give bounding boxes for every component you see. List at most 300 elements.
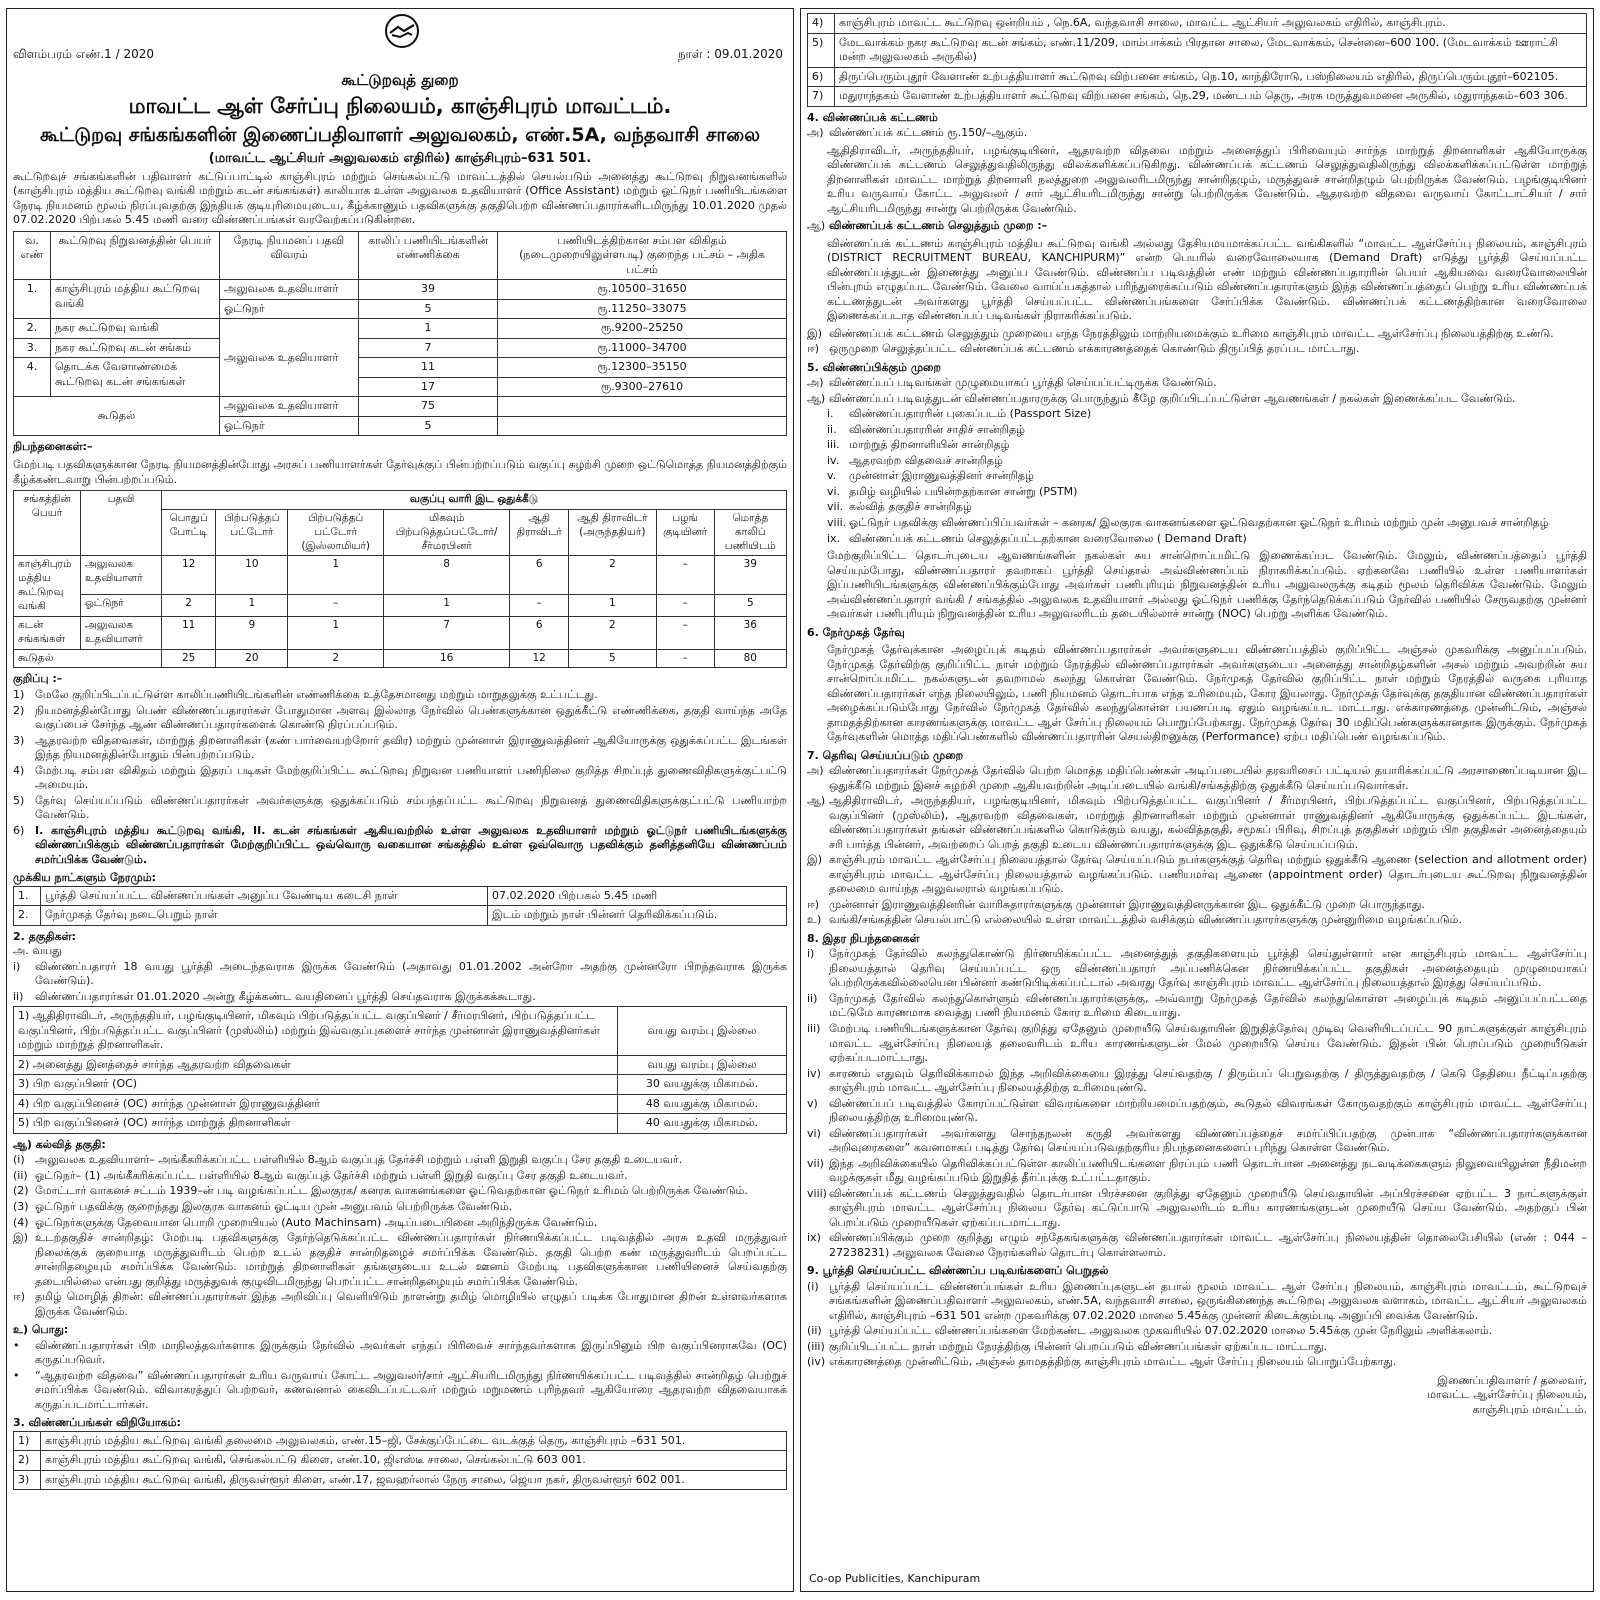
vacancy-header: வ. எண் <box>14 231 51 280</box>
item-text: காரணம் எதுவும் தெரிவிக்காமல் இந்த அறிவிக்கையை இரத்து செய்வதற்கு / திரும்பப் பெறுவதற்கு / திருத்துவதற்கு / கெடு தேதியை நீட்டிப்பதற்கு காஞ்சிபுரம் மாவட்ட ஆள்சேர்ப்பு நிலையத்திற்கு உரிமையுண்டு. <box>829 1066 1587 1095</box>
interview-title: 6. நேர்முகத் தேர்வு <box>807 625 905 639</box>
row-number: 3. <box>14 338 51 358</box>
list-item <box>807 219 1587 234</box>
department-title: கூட்டுறவுத் துறை <box>341 71 459 89</box>
item-number: 6) <box>808 67 835 87</box>
education-title: ஆ) கல்வித் தகுதி: <box>13 1137 106 1151</box>
office-subtitle: கூட்டுறவு சங்கங்களின் இணைப்பதிவாளர் அலுவலகம், எண்.5A, வந்தவாசி சாலை <box>39 123 761 146</box>
item-number: i. <box>827 407 834 421</box>
pay-scale: ரூ.11250–33075 <box>498 299 787 319</box>
vacancy-count: 17 <box>359 377 498 397</box>
item-text: விண்ணப்பதாரர் 18 வயது பூர்த்தி அடைந்தவராக இருக்க வேண்டும் (அதாவது 01.01.2002 அன்றோ அதற்கு முன்னரோ பிறந்தவராக இருக்க வேண்டும்). <box>35 959 787 988</box>
cell-value: – <box>656 594 714 616</box>
item-number: ii) <box>13 989 24 1003</box>
office-address: (மாவட்ட ஆட்சியர் அலுவலகம் எதிரில்) காஞ்சிபுரம்–631 501. <box>208 150 592 166</box>
cell-value: 10 <box>216 556 288 594</box>
item-text: காஞ்சிபுரம் மாவட்ட ஆள்சேர்ப்பு நிலையத்தால் தேர்வு செய்யப்படும் நபர்களுக்குத் தெரிவு மற்றும் ஒதுக்கீடு ஆணை (selection and allotment order) காஞ்சிபுரம் மாவட்ட ஆள்சேர்ப்பு நிலையத்தால் வழங்கப்படும். பணியமர்வு ஆணை (appointment order) தொடர்புடைய கூட்டுறவு நிறுவனத்தின் தலைமை வாய்ந்த அலுவலரால் வழங்கப்படும். <box>829 853 1587 896</box>
list-item <box>807 392 1587 407</box>
item-number: அ) <box>807 126 824 140</box>
fee-payment-text: விண்ணப்பக் கட்டணம் காஞ்சிபுரம் மத்திய கூட்டுறவு வங்கி அல்லது தேசியமயமாக்கப்பட்ட வங்கிகளில் “மாவட்ட ஆள்சேர்ப்பு நிலையம், காஞ்சிபுரம் (DISTRICT RECRUITMENT BUREAU, KANCHIPURM)” என்ற பெயரில் வரைவோலையாக (Demand Draft) எடுத்து பூர்த்தி செய்யப்பட்ட விண்ணப்பத்துடன் இணைத்து அனுப்ப வேண்டும். விண்ணப்ப படிவத்தின் எண் மற்றும் விண்ணப்பதாரரின் பெயர் ஆகியவை வரைவோலையின் பின்புறம் எழுதப்பட வேண்டும். வேலை வாய்ப்பகத்தால் பரிந்துரைக்கப்படும் விண்ணப்பதாரர்களும் இந்த விண்ணப்பத்தைப் பெற்று உரிய விண்ணப்பக் கட்டணத்துடன் அவர்களது பூர்த்தி செய்யப்பட்ட விண்ணப்பங்களை சேர்ப்பிக்க வேண்டும். விண்ணப்பக் கட்டணத்திற்கான வரைவோலை இணைக்கப்படாத விண்ணப்பப் படிவங்கள் நிராகரிக்கப்படும். <box>827 236 1587 323</box>
table-row <box>14 1055 787 1075</box>
conditions-title: நிபந்தனைகள்:– <box>13 440 93 454</box>
cell-value: – <box>656 556 714 594</box>
list-item <box>827 485 1587 500</box>
table-row <box>14 1075 787 1095</box>
item-text: உடற்தகுதிச் சான்றிதழ்: மேற்படி பதவிகளுக்கு தேர்ந்தெடுக்கப்பட்ட விண்ணப்பதாரர்கள் நிர்ணயிக்கப்பட்ட படிவத்தில் அரசு உதவி மருத்துவர் நிலைக்குக் குறையாத மருத்துவரிடம் பெற்ற உடல் தகுதிச் சான்றிதழைச் சமர்ப்பிக்க வேண்டும். தகுதி பெற்ற கண் மருத்துவரிடம் பெறப்பட்ட சான்றிதழையும் சமர்ப்பிக்க வேண்டும். மாற்றுத் திறனாளிகள் தங்களுடைய உடல் ஊனம் மேற்படி பதவிகளுக்கான பணியினைச் செய்வதற்கு தடையில்லை என்பது குறித்து மருத்துவக் குழுவிடமிருந்து பெறப்பட்ட சான்றிதழையும் சமர்ப்பிக்க வேண்டும். <box>35 1231 787 1288</box>
list-item <box>807 947 1587 991</box>
vacancy-table <box>13 231 787 437</box>
list-item <box>13 1216 787 1231</box>
cell-value: 12 <box>162 556 216 594</box>
item-text: கல்வித் தகுதிச் சான்றிதழ் <box>849 500 972 514</box>
reservation-top-header: வகுப்பு வாரி இட ஒதுக்கீடு <box>162 491 787 510</box>
item-number: iii. <box>827 438 840 452</box>
list-item <box>13 764 787 793</box>
total-label: கூடுதல் <box>14 397 220 436</box>
item-text: I. காஞ்சிபுரம் மத்திய கூட்டுறவு வங்கி, II. கடன் சங்கங்கள் ஆகியவற்றில் உள்ள அலுவலக உதவியாளர் மற்றும் ஓட்டுநர் பணியிடங்களுக்கு விண்ணப்பிக்கும் விண்ணப்பதாரர்கள் மேற்குறிப்பிட்ட ஒவ்வொரு வகையான சங்கத்தில் உள்ள ஒவ்வொரு பதவிக்கும் தனித்தனியே விண்ணப்பம் சமர்ப்பிக்க வேண்டும். <box>35 823 787 866</box>
table-row <box>14 358 787 378</box>
item-number: ஆ) <box>807 219 826 233</box>
item-number: ix) <box>807 1231 821 1245</box>
row-number: 2. <box>14 906 41 926</box>
item-text: விண்ணப்பிக்கும் முறை குறித்து எழும் சந்தேகங்களுக்கு விண்ணப்பதாரர்கள் மாவட்ட ஆள்சேர்ப்பு நிலையத்தின் தொலைபேசியில் (எண் : 044 – 27238231) அலுவலக வேலை நேரங்களில் தொடர்பு கொள்ளலாம். <box>829 1231 1587 1259</box>
list-item <box>827 500 1587 515</box>
table-row <box>14 338 787 358</box>
list-item <box>13 1290 787 1319</box>
item-number: ஈ) <box>807 897 820 911</box>
item-number: 5) <box>808 33 835 67</box>
cell-value: 16 <box>383 649 510 668</box>
item-number: ii) <box>807 991 818 1005</box>
notes-title: குறிப்பு :– <box>13 672 63 686</box>
item-text: ஆதரவற்ற விதவைகள், மாற்றுத் திறனாளிகள் (கண் பார்வையற்றோர் தவிர) மற்றும் முன்னாள் இராணுவத்தினர் ஆகியோருக்கு ஒதுக்கப்பட்ட இடங்கள் இந்த நியமனத்தின்போதும் பின்பற்றப்படும். <box>35 733 787 762</box>
table-row <box>14 1451 787 1471</box>
item-text: மேடவாக்கம் நகர கூட்டுறவு கடன் சங்கம், எண்.11/209, மாம்பாக்கம் பிரதான சாலை, மேடவாக்கம், சென்னை–600 100. (மேடவாக்கம் ஊராட்சி மன்ற அலுவலகம் அருகில்) <box>835 33 1587 67</box>
list-item <box>807 1280 1587 1324</box>
item-text: ஓட்டுநர் பதவிக்கு விண்ணப்பிப்பவர்கள் – கனரக/ இலகுரக வாகனங்களை ஓட்டுவதற்கான ஓட்டுநர் உரிமம் மற்றும் முன் அனுபவச் சான்றிதழ் <box>849 515 1549 529</box>
item-text: முன்னாள் இராணுவத்தினர் சான்றிதழ் <box>849 469 1034 483</box>
table-row <box>14 556 787 594</box>
table-row <box>14 1114 787 1134</box>
list-item <box>13 1169 787 1184</box>
org-name: தொடக்க வேளாண்மைக் கூட்டுறவு கடன் சங்கங்கள் <box>51 358 220 397</box>
item-number: (iii) <box>807 1339 825 1353</box>
list-item <box>13 1184 787 1199</box>
apply-title: 5. விண்ணப்பிக்கும் முறை <box>807 360 941 374</box>
table-row <box>808 67 1587 87</box>
list-item <box>807 1157 1587 1186</box>
cell-value: 80 <box>714 649 786 668</box>
cell-value: 7 <box>383 616 510 649</box>
item-text: விண்ணப்பதாரரின் புகைப்படம் (Passport Size) <box>849 407 1092 421</box>
item-text: விண்ணப்பப் படிவத்தில் கோரப்பட்டுள்ள விவரங்களை மாற்றியமைப்பதற்கும், கூடுதல் விவரங்கள் கோருவதற்கும் காஞ்சிபுரம் மாவட்ட ஆள்சேர்ப்பு நிலையத்திற்கு உரிமையுண்டு. <box>829 1096 1587 1125</box>
item-number: இ) <box>807 326 822 340</box>
age-limit: 48 வயதுக்கு மிகாமல். <box>618 1094 787 1114</box>
age-limit: 30 வயதுக்கு மிகாமல். <box>618 1075 787 1095</box>
date-label: பூர்த்தி செய்யப்பட்ட விண்ணப்பங்கள் அனுப்ப வேண்டிய கடைசி நாள் <box>41 886 488 906</box>
list-item <box>807 376 1587 391</box>
item-number: 4) <box>13 763 25 777</box>
item-number: 2) <box>13 703 25 717</box>
item-text: இந்த அறிவிக்கையில் தெரிவிக்கப்பட்டுள்ள காலிப்பணியிடங்களை நிரப்பும் பணி தொடர்பான அனைத்து நடவடிக்கைகளும் நிலுவையிலுள்ள நீதிமன்ற வழக்குகள் மீது வழங்கப்படும் இறுதித் தீர்ப்புக்கு உட்பட்டதாகும். <box>829 1156 1587 1185</box>
item-text: மேற்படி சம்பள விகிதம் மற்றும் இதரப் படிகள் மேற்குறிப்பிட்ட கூட்டுறவு நிறுவன பணியாளர் பணிநிலை குறித்த சிறப்புத் துணைவிதிகளுக்குட்பட்டு அமையும். <box>35 763 787 792</box>
reservation-header: ஆதி திராவிடர் (அருந்ததியர்) <box>568 509 656 556</box>
advertisement-date: நாள் : 09.01.2020 <box>677 47 783 61</box>
org-name: கடன் சங்கங்கள் <box>14 616 81 649</box>
item-number: ஆ) <box>807 391 826 405</box>
table-row <box>14 594 787 616</box>
vacancy-count: 11 <box>359 358 498 378</box>
vacancy-count: 75 <box>359 397 498 417</box>
age-limit: 40 வயதுக்கு மிகாமல். <box>618 1114 787 1134</box>
item-number: (ii) <box>13 1168 28 1182</box>
age-category: 2) அனைத்து இனத்தைச் சார்ந்த ஆதரவற்ற விதவைகள் <box>14 1055 618 1075</box>
cell-value: 2 <box>568 556 656 594</box>
cell-value: 11 <box>162 616 216 649</box>
cell-value: 39 <box>714 556 786 594</box>
vacancy-header: நேரடி நியமனப் பதவி விவரம் <box>220 231 359 280</box>
item-text: “ஆதரவற்ற விதவை” விண்ணப்பதாரர்கள் உரிய வருவாய் கோட்ட அலுவலர்/சார் ஆட்சியரிடமிருந்து நிர்ணயிக்கப்பட்ட படிவத்தில் சான்றிதழ் பெற்றுச் சமர்ப்பிக்க வேண்டும். விவாகரத்துப் பெற்றவர், கணவனால் கைவிடப்பட்டவர் மற்றும் மறுமணம் புரிந்தவர் ஆகியோரை ஆதரவற்ற விதவையாகக் கருதப்படமாட்டார்கள். <box>35 1368 787 1411</box>
signature-line: இணைப்பதிவாளர் / தலைவர், <box>1437 1373 1587 1387</box>
signature-line: மாவட்ட ஆள்சேர்ப்பு நிலையம், <box>1427 1388 1587 1402</box>
vacancy-count: 5 <box>359 416 498 436</box>
table-row <box>808 14 1587 34</box>
item-text: தமிழ் வழியில் பயின்றதற்கான சான்று (PSTM) <box>849 484 1078 498</box>
age-limit-table <box>13 1006 787 1134</box>
pay-scale: ரூ.9200–25250 <box>498 319 787 339</box>
item-number: (i) <box>13 1153 25 1167</box>
item-number: இ) <box>13 1231 28 1245</box>
pay-scale: ரூ.12300–35150 <box>498 358 787 378</box>
item-number: 7) <box>808 87 835 107</box>
cooperative-handshake-logo-icon <box>382 13 422 49</box>
post-name: அலுவலக உதவியாளர் <box>220 319 359 397</box>
org-name: நகர கூட்டுறவு வங்கி <box>51 319 220 339</box>
list-item <box>807 1340 1587 1355</box>
item-text: பூர்த்தி செய்யப்பட்ட விண்ணப்பங்கள் உரிய இணைப்புகளுடன் தபால் மூலம் மாவட்ட ஆள் சேர்ப்பு நிலையம், காஞ்சிபுரம் மாவட்டம், கூட்டுறவுச் சங்கங்களின் இணைப்பதிவாளர் அலுவலகம், எண்.5A, வந்தவாசி சாலை, ஒருங்கிணைந்த கூட்டுறவு அலுவலக வளாகம், மாவட்ட ஆட்சியர் அலுவலகம் எதிரில், காஞ்சிபுரம் –631 501 என்ற முகவரிக்கு 07.02.2020 மாலை 5.45க்கு முன்னர் கிடைக்கும்படி அனுப்பி வைக்க வேண்டும். <box>829 1279 1587 1322</box>
right-column <box>800 8 1594 1592</box>
bullet-icon: • <box>13 1368 20 1382</box>
vacancy-header: காலிப் பணியிடங்களின் எண்ணிக்கை <box>359 231 498 280</box>
cell-value: 5 <box>714 594 786 616</box>
vacancy-count: 7 <box>359 338 498 358</box>
signature-block <box>807 1374 1587 1418</box>
row-number: 4. <box>14 358 51 397</box>
list-item <box>807 913 1587 928</box>
table-row <box>14 1431 787 1451</box>
page-title: மாவட்ட ஆள் சேர்ப்பு நிலையம், காஞ்சிபுரம் மாவட்டம். <box>128 93 672 118</box>
item-text: விண்ணப்பதாரரின் சாதிச் சான்றிதழ் <box>849 422 1025 436</box>
printer-credit: Co-op Publicities, Kanchipuram <box>809 1572 981 1586</box>
cell-value: 1 <box>288 616 383 649</box>
item-text: ஆதிதிராவிடர், அருந்ததியர், பழங்குடியினர், மிகவும் பிற்படுத்தப்பட்ட வகுப்பினர் / சீர்மரபினர், பிற்படுத்தப்பட்ட வகுப்பினர், பிற்படுத்தப்பட்ட வகுப்பினர் (முஸ்லிம்), ஆதரவற்ற விதவைகள், மாற்றுத் திறனாளிகள் மற்றும் முன்னாள் ராணுவத்தினர் ஆகியோருக்கு ஒதுக்கப்பட்ட இடங்கள், விண்ணப்பதாரர்கள் தங்கள் விண்ணப்பங்களில் கொடுக்கும் வயது, கல்வித்தகுதி, சமூகப் பிரிவு, சிறப்புத் தகுதிகள் மற்றும் பிற தகுதிகள் அனைத்தையும் சரி பார்த்த பின்னர், அவற்றைப் பெறத் தகுதி உடைய விண்ணப்பதாரர்களுக்கு இட ஒதுக்கீடு செய்யப்படும். <box>829 794 1587 851</box>
list-item <box>13 1339 787 1368</box>
reservation-header: பிற்படுத்தப் பட்டோர் <box>216 509 288 556</box>
vacancy-count: 1 <box>359 319 498 339</box>
item-text: மேற்படி பணியிடங்களுக்கான தேர்வு குறித்து ஏதேனும் முறையீடு செய்வதாயின் இறுதித்தேர்வு முடிவு வெளியிடப்பட்ட 90 நாட்களுக்குள் காஞ்சிபுரம் மாவட்ட ஆள்சேர்ப்பு நிலையத் தலைவரிடம் உரிய காரணங்களுடன் மேல் முறையீடு செய்ய வேண்டும். இதன் பின் பெறப்படும் முறையீடுகள் ஏற்கப்படமாட்டாது. <box>829 1022 1587 1065</box>
item-text: அலுவலக உதவியாளர்– அங்கீகரிக்கப்பட்ட பள்ளியில் 8ஆம் வகுப்புத் தேர்ச்சி மற்றும் பள்ளி இறுதி வகுப்பு சேர தகுதி உடையவர். <box>35 1153 683 1167</box>
post-name: ஓட்டுநர் <box>81 594 162 616</box>
advertisement-number: விளம்பரம் எண்.1 / 2020 <box>13 47 155 61</box>
distribution-table-right <box>807 13 1587 107</box>
left-column <box>6 8 794 1592</box>
org-name: காஞ்சிபுரம் மத்திய கூட்டுறவு வங்கி <box>14 556 81 616</box>
fee-title: 4. விண்ணப்பக் கட்டணம் <box>807 110 938 124</box>
item-text: ஓட்டுநர்களுக்கு தேவையான பொறி முறையியல் (Auto Machinsam) அடிப்படையினை அறிந்திருக்க வேண்டும். <box>35 1215 598 1229</box>
item-text: மதுராந்தகம் வேளாண் உற்பத்தியாளர் கூட்டுறவு விற்பனை சங்கம், நெ.29, மண்டபம் தெரு, அரசு மருத்துவமனை அருகில், மதுராந்தகம்–603 306. <box>835 87 1587 107</box>
item-number: (2) <box>13 1184 29 1198</box>
item-text: காஞ்சிபுரம் மத்திய கூட்டுறவு வங்கி தலைமை அலுவலகம், எண்.15–ஜி, சேக்குப்பேட்டை வடக்குத் தெரு, காஞ்சிபுரம் –631 501. <box>41 1431 787 1451</box>
list-item <box>13 688 787 703</box>
item-text: வங்கி/சங்கத்தின் செயல்பாட்டு எல்லையில் உள்ள மாவட்டத்தில் வசிக்கும் விண்ணப்பதாரர்களுக்கு முன்னுரிமை வழங்கப்படும். <box>829 913 1462 927</box>
table-row <box>14 886 787 906</box>
item-number: உ) <box>807 913 822 927</box>
item-text: நியமனத்தின்போது பெண் விண்ணப்பதாரர்கள் போதுமான அளவு இல்லாத நேர்வில் பெண்களுக்கான ஒதுக்கீட்டு எண்ணிக்கை, தகுதி வாய்ந்த அதே வகுப்பைச் சேர்ந்த ஆண் விண்ணப்பதாரர்களைக் கொண்டு நிரப்பப்படும். <box>35 703 787 732</box>
item-number: viii) <box>807 1186 827 1200</box>
list-item <box>827 423 1587 438</box>
list-item <box>827 407 1587 422</box>
table-row <box>14 649 787 668</box>
list-item <box>807 327 1587 342</box>
item-number: i) <box>807 947 815 961</box>
list-item <box>827 532 1587 547</box>
cell-value: 6 <box>510 616 569 649</box>
post-name: அலுவலக உதவியாளர் <box>81 556 162 594</box>
age-category: 5) பிற வகுப்பினைச் (OC) சார்ந்த மாற்றுத் திறனாளிகள் <box>14 1114 618 1134</box>
item-text: விண்ணப்பக் கட்டணம் செலுத்தும் முறை :– <box>829 219 1048 233</box>
item-number: (ii) <box>807 1324 822 1338</box>
cell-value: 2 <box>568 616 656 649</box>
item-text: மோட்டார் வாகனச் சட்டம் 1939–ன் படி வழங்கப்பட்ட இலகுரக/ கனரக வாகனங்களை ஓட்டுவதற்கான ஓட்டுநர் உரிமம் பெற்றிருக்க வேண்டும். <box>35 1184 748 1198</box>
item-text: விண்ணப்பக் கட்டணம் செலுத்துவதில் தொடர்பான பிரச்சனை குறித்து ஏதேனும் முறையீடு செய்வதாயின் அப்பிரச்சனை ஏற்பட்ட 3 நாட்களுக்குள் காஞ்சிபுரம் மாவட்ட ஆள்சேர்ப்பு நிலைய தேர்வு கட்டுப்பாடு அலுவலரிடம் உரிய காரணங்களுடன் முறையீடு செய்ய வேண்டும். அதற்குப் பின் பெறப்படும் முறையீடுகள் ஏற்கப்படமாட்டாது. <box>829 1186 1587 1229</box>
item-number: iii) <box>807 1022 821 1035</box>
item-text: மேலே குறிப்பிடப்பட்டுள்ள காலிப்பணியிடங்களின் எண்ணிக்கை உத்தேசமானது மற்றும் மாறுதலுக்கு உட்பட்டது. <box>35 688 598 701</box>
cell-value: 2 <box>288 649 383 668</box>
list-item <box>807 1127 1587 1156</box>
other-conditions-title: 8. இதர நிபந்தனைகள் <box>807 931 920 945</box>
table-row <box>14 906 787 926</box>
item-text: விண்ணப்பதாரர்கள் அவர்களது சொந்தநலன் கருதி அவர்களது விண்ணப்பத்தைச் சமர்ப்பிப்பதற்கு முன்பாக “விண்ணப்பதாரர்களுக்கான அறிவுரைகளை” கவனமாகப் படித்து தேர்வு செய்யப்படுவதற்குரிய நிபந்தனைகளைப் புரிந்து கொள்ள வேண்டும். <box>829 1126 1587 1155</box>
conditions-text: மேற்படி பதவிகளுக்கான நேரடி நியமனத்தின்போது அரசுப் பணியாளர்கள் தேர்வுக்குப் பின்பற்றப்படும் வகுப்பு சுழற்சி முறை ஒட்டுமொத்த நியமனத்திற்கும் கீழ்க்கண்டவாறு பின்பற்றப்படும். <box>13 458 787 486</box>
org-name: காஞ்சிபுரம் மத்திய கூட்டுறவு வங்கி <box>51 280 220 319</box>
item-number: (4) <box>13 1215 29 1229</box>
distribution-title: 3. விண்ணப்பங்கள் விநியோகம்: <box>13 1416 181 1430</box>
vacancy-count: 39 <box>359 280 498 300</box>
item-text: விண்ணப்பதாரர்கள் பிற மாநிலத்தவர்களாக இருக்கும் நேர்வில் அவர்கள் எந்தப் பிரிவைச் சார்ந்தவர்களாக இருப்பினும் பிற வகுப்பினராகவே (OC) கருதப்படுவர். <box>35 1338 787 1367</box>
item-number: vi) <box>807 1126 821 1140</box>
important-dates-title: முக்கிய நாட்களும் நேரமும்: <box>13 871 157 885</box>
reservation-header: பழங் குடியினர் <box>656 509 714 556</box>
item-text: ஆதரவற்ற விதவைச் சான்றிதழ் <box>849 453 1003 467</box>
list-item <box>827 469 1587 484</box>
item-number: 6) <box>13 823 25 837</box>
item-text: ஓட்டுநர் பதவிக்கு குறைந்தது இலகுரக வாகனம் ஓட்டிய முன் அனுபவம் பெற்றிருக்க வேண்டும். <box>35 1199 513 1213</box>
item-text: குறிப்பிடப்பட்ட நாள் மற்றும் நேரத்திற்கு பின்னர் பெறப்படும் விண்ணப்பங்கள் ஏற்கப்பட மாட்டாது. <box>829 1339 1328 1353</box>
date-value: இடம் மற்றும் நாள் பின்னர் தெரிவிக்கப்படும். <box>488 906 787 926</box>
interview-text: நேர்முகத் தேர்வுக்கான அழைப்புக் கடிதம் விண்ணப்பதாரர்கள் அவர்களுடைய விண்ணப்பத்தில் குறிப்பிட்ட அஞ்சல் முகவரிக்கு அனுப்பப்படும். நேர்முகத் தேர்விற்கு குறிப்பிட்ட நாள் மற்றும் நேரத்தில் விண்ணப்பதாரர்கள் அவர்களுடைய அனைத்து சான்றிதழ்களின் அசல் மற்றும் அவற்றின் சுய சான்றொப்பமிட்ட நகல்களுடன் தவறாமல் கலந்து கொள்ள வேண்டும். நேர்முகத் தேர்வில் குறிப்பிட்ட நாள் மற்றும் நேரத்தில் வருகை புரியாத விண்ணப்பதாரர்கள் எந்த நிலையிலும், பணி நியமனம் தொடர்பாக எந்த உரிமையும், கோர இயலாது. நேர்முகத் தேர்வுக்கு தகுதியான விண்ணப்பதாரர்கள் அழைக்கப்படும்போது நேர்வில் நேர்முகத் தேர்வில் கலந்துகொள்ள பயணப்படி ஏதும் வழங்கப்பட மாட்டாது. எக்காரணத்தை முன்னிட்டும், அஞ்சல் தாமதத்திற்கான காரணங்களுக்கு மாவட்ட ஆள் சேர்ப்பு நிலையம் பொறுப்பேற்காது. நேர்முகத் தேர்வு 30 மதிப்பெண்களுக்கானதாக இருக்கும். நேர்முகத் தேர்வுகளின் மொத்த மதிப்பெண்களில் விண்ணப்பதாரரின் செயல்திறனுக்கு (Performance) ஏற்ப மதிப்பெண் வழங்கப்படும். <box>827 643 1587 744</box>
age-limit: வயது வரம்பு இல்லை <box>618 1007 787 1056</box>
age-title: அ. வயது <box>13 944 62 958</box>
cell-value: 6 <box>510 556 569 594</box>
list-item <box>13 960 787 989</box>
item-number: இ) <box>807 853 822 867</box>
cell-value: 5 <box>568 649 656 668</box>
item-number: vii) <box>807 1156 824 1170</box>
list-item <box>13 1231 787 1289</box>
item-number: ii. <box>827 422 837 436</box>
total-label: கூடுதல் <box>14 649 162 668</box>
list-item <box>807 126 1587 141</box>
item-number: 3) <box>14 1470 41 1490</box>
reservation-header: மொத்த காலிப் பணியிடம் <box>714 509 786 556</box>
org-name: நகர கூட்டுறவு கடன் சங்கம் <box>51 338 220 358</box>
list-item <box>13 734 787 763</box>
item-text: மாற்றுத் திறனாளியின் சான்றிதழ் <box>849 438 1010 452</box>
item-number: 1) <box>14 1431 41 1451</box>
item-number: ஆ) <box>807 794 826 808</box>
cell-value: 20 <box>216 649 288 668</box>
cell-value: 1 <box>216 594 288 616</box>
item-number: 2) <box>14 1451 41 1471</box>
documents-note: மேற்குறிப்பிட்ட தொடர்புடைய ஆவணங்களின் நகல்கள் சுய சான்றொப்பமிட்டு இணைக்கப்பட வேண்டும். மேலும், விண்ணப்பத்தைப் பூர்த்தி செய்யும்போது, விண்ணப்பதாரர் தவறாகப் பூர்த்தி செய்தால் அவ்விண்ணப்பம் நிராகரிக்கப்படும். ஏற்கனவே பணியில் உள்ள பணியாளர்கள் இப்பணியிடங்களுக்கு விண்ணப்பிக்கும்போது அவர்கள் பணிபுரியும் நிறுவனத்தின் உரிய அலுவலருக்கு கடிதம் மூலம் தெரிவிக்க வேண்டும். மேலும் அவ்விண்ணப்பதாரர் வங்கி / சங்கத்தில் அலுவலக உதவியாளர் அல்லது ஓட்டுநர் பணிக்கு தேர்ந்தெடுக்கப்படும் நேர்வில் பணியில் சேருவதற்கு முன்னர் அவர்கள் பணிபுரியும் நிறுவனத்தின் உரிய அலுவலரிடம் தடையில்லாச் சான்று (NOC) பெற்று அளிக்க வேண்டும். <box>827 549 1587 621</box>
reservation-header: ஆதி திராவிடர் <box>510 509 569 556</box>
item-text: காஞ்சிபுரம் மத்திய கூட்டுறவு வங்கி, திருவள்ளூர் கிளை, எண்.17, ஜவஹர்லால் நேரு சாலை, ஜெயா நகர், திருவள்ளூர் 602 001. <box>41 1470 787 1490</box>
item-number: ஈ) <box>13 1290 26 1304</box>
item-number: அ) <box>807 376 824 390</box>
item-number: i) <box>13 959 21 973</box>
cell-value: 1 <box>383 594 510 616</box>
cell-value: 1 <box>568 594 656 616</box>
cell-value: 36 <box>714 616 786 649</box>
cell-value: – <box>288 594 383 616</box>
item-text: விண்ணப்பதாரர்கள் 01.01.2020 அன்று கீழ்க்கண்ட வயதினைப் பூர்த்தி செய்தவராக இருக்கக்கூடாது. <box>35 989 536 1003</box>
distribution-table-left <box>13 1431 787 1491</box>
receipt-title: 9. பூர்த்தி செய்யப்பட்ட விண்ணப்ப படிவங்களைப் பெறுதல் <box>807 1264 1109 1278</box>
item-text: தமிழ் மொழித் திறன்: விண்ணப்பதாரர்கள் இந்த அறிவிப்பு வெளியிடும் நாளன்று தமிழ் மொழியில் எழுதப் படிக்க போதுமான திறன் உள்ளவர்களாக இருக்க வேண்டும். <box>35 1290 787 1318</box>
item-number: அ) <box>807 764 824 778</box>
item-text: ஒருமுறை செலுத்தப்பட்ட விண்ணப்பக் கட்டணம் எக்காரணத்தைக் கொண்டும் திருப்பித் தரப்பட மாட்டாது. <box>829 342 1360 356</box>
list-item <box>13 1153 787 1168</box>
item-text: திருப்பெரும்புதூர் வேளாண் உற்பத்தியாளர் கூட்டுறவு விற்பனை சங்கம், நெ.10, காந்திரோடு, பஸ்நிலையம் எதிரில், திருப்பெரும்புதூர்–602105. <box>835 67 1587 87</box>
table-row <box>14 280 787 300</box>
cell-value: 1 <box>288 556 383 594</box>
item-number: iv) <box>807 1066 821 1080</box>
table-row <box>14 1094 787 1114</box>
reservation-header: மிகவும் பிற்படுத்தப்பட்டோர்/ சீர்மரபினர் <box>383 509 510 556</box>
age-limit: வயது வரம்பு இல்லை <box>618 1055 787 1075</box>
table-row <box>14 319 787 339</box>
list-item <box>13 990 787 1005</box>
list-item <box>807 1355 1587 1370</box>
cell-value: – <box>656 649 714 668</box>
list-item <box>13 704 787 733</box>
table-row <box>808 87 1587 107</box>
age-category: 4) பிற வகுப்பினைச் (OC) சார்ந்த முன்னாள் இராணுவத்தினர் <box>14 1094 618 1114</box>
list-item <box>807 853 1587 897</box>
fee-exemption-text: ஆதிதிராவிடர், அருந்ததியர், பழங்குடியினர், ஆதரவற்ற விதவை மற்றும் அனைத்துப் பிரிவையும் சார்ந்த மாற்றுத் திறனாளிகள் ஆகியோருக்கு விண்ணப்பக் கட்டணம் செலுத்துவதிலிருந்து விலக்களிக்கப்படுகிறது. விண்ணப்பக் கட்டணம் செலுத்துவதிலிருந்து விலக்களிக்கப்பட்டுள்ள மாற்றுத் திறனாளிகள் மாவட்ட மாற்றுத் திறனாளி நலத்துறை அலுவலரிடமிருந்து சான்றிதழும், மருத்துவச் சான்றிதழும் பெற்றிருக்க வேண்டும். பழங்குடியினர் உரிய வருவாய் கோட்ட அலுவலர் / சார் ஆட்சியரிடமிருந்து சான்று பெற்றிருக்க வேண்டும். ஆதரவற்ற விதவை வருவாய் கோட்டாட்சியர் / சார் ஆட்சியரிடமிருந்து சான்று பெற்றிருக்க வேண்டும். <box>827 143 1587 215</box>
item-number: (3) <box>13 1199 29 1213</box>
item-text: விண்ணப்பக் கட்டணம் செலுத்தும் முறையை எந்த நேரத்திலும் மாற்றியமைக்கும் உரிமை காஞ்சிபுரம் மாவட்ட ஆள்சேர்ப்பு நிலையத்திற்கு உண்டு. <box>829 326 1554 340</box>
row-number: 1. <box>14 280 51 319</box>
item-number: iv. <box>827 453 840 467</box>
post-name: அலுவலக உதவியாளர் <box>220 397 359 417</box>
list-item <box>807 1187 1587 1231</box>
item-text: தேர்வு செய்யப்படும் விண்ணப்பதாரர்கள் அவர்களுக்கு ஒதுக்கப்படும் சம்பந்தப்பட்ட கூட்டுறவு நிறுவனத் துணைவிதிகளுக்குட்பட்டு பணியாற்ற வேண்டும். <box>35 793 787 822</box>
cell-value: 9 <box>216 616 288 649</box>
reservation-table <box>13 490 787 668</box>
item-text: ஓட்டுநர்– (1) அங்கீகரிக்கப்பட்ட பள்ளியில் 8ஆம் வகுப்புத் தேர்ச்சி மற்றும் பள்ளி இறுதி வகுப்பு சேர தகுதி உடையவர். <box>35 1168 628 1182</box>
item-text: காஞ்சிபுரம் மத்திய கூட்டுறவு வங்கி, செங்கல்பட்டு கிளை, எண்.10, ஜிஎஸ்டீ சாலை, செங்கல்பட்டு 603 001. <box>41 1451 787 1471</box>
cell-value: – <box>656 616 714 649</box>
cell-value: 12 <box>510 649 569 668</box>
table-row <box>14 1007 787 1056</box>
post-name: அலுவலக உதவியாளர் <box>220 280 359 300</box>
post-name: ஓட்டுநர் <box>220 416 359 436</box>
item-text: நேர்முகத் தேர்வில் கலந்துகொள்ளும் விண்ணப்பதாரர்களுக்கு, அவ்வாறு நேர்முகத் தேர்வில் கலந்துகொள்ள அழைப்புக் கடிதம் அனுப்பப்பட்டதை மட்டுமே காரணமாக வைத்து பணி நியமனம் கோர உரிமை கிடையாது. <box>829 991 1587 1020</box>
item-number: v. <box>827 469 837 483</box>
age-category: 3) பிற வகுப்பினர் (OC) <box>14 1075 618 1095</box>
date-label: நேர்முகத் தேர்வு நடைபெறும் நாள் <box>41 906 488 926</box>
list-item <box>807 1324 1587 1339</box>
item-number: 4) <box>808 14 835 34</box>
date-value: 07.02.2020 பிற்பகல் 5.45 மணி <box>488 886 787 906</box>
item-number: 3) <box>13 733 25 747</box>
important-dates-table <box>13 886 787 926</box>
general-title: உ) பொது: <box>13 1323 69 1337</box>
list-item <box>827 438 1587 453</box>
cell-value: 25 <box>162 649 216 668</box>
list-item <box>827 516 1587 531</box>
table-row <box>808 33 1587 67</box>
table-row <box>14 1470 787 1490</box>
row-number: 2. <box>14 319 51 339</box>
item-number: ஈ) <box>807 342 820 356</box>
item-number: 1) <box>13 688 25 701</box>
cell-value: – <box>510 594 569 616</box>
pay-scale: ரூ.10500–31650 <box>498 280 787 300</box>
post-name: ஓட்டுநர் <box>220 299 359 319</box>
item-number: v) <box>807 1096 818 1110</box>
item-number: ix. <box>827 531 841 545</box>
item-text: விண்ணப்பப் படிவத்துடன் விண்ணப்பதாரருக்கு பொருந்தும் கீழே குறிப்பிடப்பட்டுள்ள ஆவணங்கள் / நகல்கள் இணைக்கப்பட வேண்டும். <box>829 391 1516 405</box>
item-text: நேர்முகத் தேர்வில் கலந்துகொண்டு நிர்ணயிக்கப்பட்ட அனைத்துத் தகுதிகளையும் பூர்த்தி செய்துள்ளார் என காஞ்சிபுரம் மாவட்ட ஆள்சேர்ப்பு நிலையத்தால் தெரிவு செய்யப்பட்ட ஒரு விண்ணப்பதாரர் அப்பணிக்கென நிர்ணயிக்கப்பட்ட தகுதிகள் அனைத்தையும் முழுமையாகப் பெற்றிருக்கவில்லையென பின்னர் கண்டுபிடிக்கப்பட்டால் அவரது தேர்வு காஞ்சிபுரம் மாவட்ட ஆள்சேர்ப்பு நிலையத்தால் இரத்து செய்யப்படும். <box>829 947 1587 990</box>
item-text: பூர்த்தி செய்யப்பட்ட விண்ணப்பங்களை மேற்கண்ட அலுவலக முகவரியில் 07.02.2020 மாலை 5.45க்கு முன் நேரிலும் அளிக்கலாம். <box>829 1324 1493 1338</box>
bullet-icon: • <box>13 1338 20 1352</box>
item-text: காஞ்சிபுரம் மாவட்ட கூட்டுறவு ஒன்றியம் , நெ.6A, வந்தவாசி சாலை, மாவட்ட ஆட்சியர் அலுவலகம் எதிரில், காஞ்சிபுரம். <box>835 14 1587 34</box>
item-text: விண்ணப்பப் படிவங்கள் முழுமையாகப் பூர்த்தி செய்யப்பட்டிருக்க வேண்டும். <box>829 376 1217 390</box>
item-number: vii. <box>827 500 844 514</box>
reservation-header: பிற்படுத்தப் பட்டோர் (இஸ்லாமியர்) <box>288 509 383 556</box>
list-item <box>807 898 1587 913</box>
list-item <box>13 794 787 823</box>
item-number: (i) <box>807 1279 819 1293</box>
item-text: விண்ணப்பதாரர்கள் நேர்முகத் தேர்வில் பெற்ற மொத்த மதிப்பெண்கள் அடிப்படையில் தரவரிசைப் பட்டியல் தயாரிக்கப்பட்டு அரசாணைப்படியான இட ஒதுக்கீடு மற்றும் இனச் சுழற்சி முறை ஆகியவற்றின் அடிப்படையில் வங்கி/சங்கத்திற்கு ஒதுக்கீடு செய்யப்படுவார்கள். <box>829 764 1587 792</box>
item-text: விண்ணப்பக் கட்டணம் ரூ.150/–ஆகும். <box>829 126 1028 140</box>
reservation-header: பொதுப் போட்டி <box>162 509 216 556</box>
item-text: விண்ணப்பக் கட்டணம் செலுத்தப்பட்டதற்கான வரைவோலை ( Demand Draft) <box>849 531 1247 545</box>
cell-value: 8 <box>383 556 510 594</box>
intro-paragraph: கூட்டுறவுச் சங்கங்களின் பதிவாளர் கட்டுப்பாட்டில் காஞ்சிபுரம் மற்றும் செங்கல்பட்டு மாவட்டத்தில் செயல்படும் அனைத்து கூட்டுறவு நிறுவனங்களில் (காஞ்சிபுரம் மத்திய கூட்டுறவு வங்கி மற்றும் கடன் சங்கங்கள்) காலியாக உள்ள அலுவலக உதவியாளர் (Office Assistant) மற்றும் ஓட்டுநர் பணியிடங்களை நேரடி நியமனம் மூலம் நிரப்புவதற்கு இந்தியக் குடியுரிமையுடைய, கீழ்க்காணும் பதவிகளுக்கு தகுதிபெற்ற விண்ணப்பதாரர்களிடமிருந்து 10.01.2020 முதல் 07.02.2020 பிற்பகல் 5.45 மணி வரை விண்ணப்பங்கள் வரவேற்கப்படுகின்றன. <box>13 169 787 227</box>
list-item <box>13 1369 787 1413</box>
list-item <box>827 454 1587 469</box>
vacancy-header: பணியிடத்திற்கான சம்பள விகிதம் (நடைமுறையிலுள்ளபடி) குறைந்த பட்சம் – அதிக பட்சம் <box>498 231 787 280</box>
table-row <box>14 616 787 649</box>
pay-scale: ரூ.9300–27610 <box>498 377 787 397</box>
item-number: vi. <box>827 484 841 498</box>
item-text: எக்காரணத்தை முன்னிட்டும், அஞ்சல் தாமதத்திற்கு காஞ்சிபுரம் மாவட்ட ஆள் சேர்ப்பு நிலையம் பொறுப்பேற்காது. <box>829 1355 1397 1369</box>
list-item <box>807 1022 1587 1066</box>
age-category: 1) ஆதிதிராவிடர், அருந்ததியர், பழங்குடியினர், மிகவும் பிற்படுத்தப்பட்ட வகுப்பினர் / சீர்மரபினர், பிற்படுத்தப்பட்ட வகுப்பினர், பிற்படுத்தப்பட்ட வகுப்பினர் (முஸ்லிம்) மற்றும் இவ்வகுப்புகளைச் சார்ந்த முன்னாள் இராணுவத்தினர்கள் மற்றும் மாற்றுத் திறனாளிகள். <box>14 1007 618 1056</box>
